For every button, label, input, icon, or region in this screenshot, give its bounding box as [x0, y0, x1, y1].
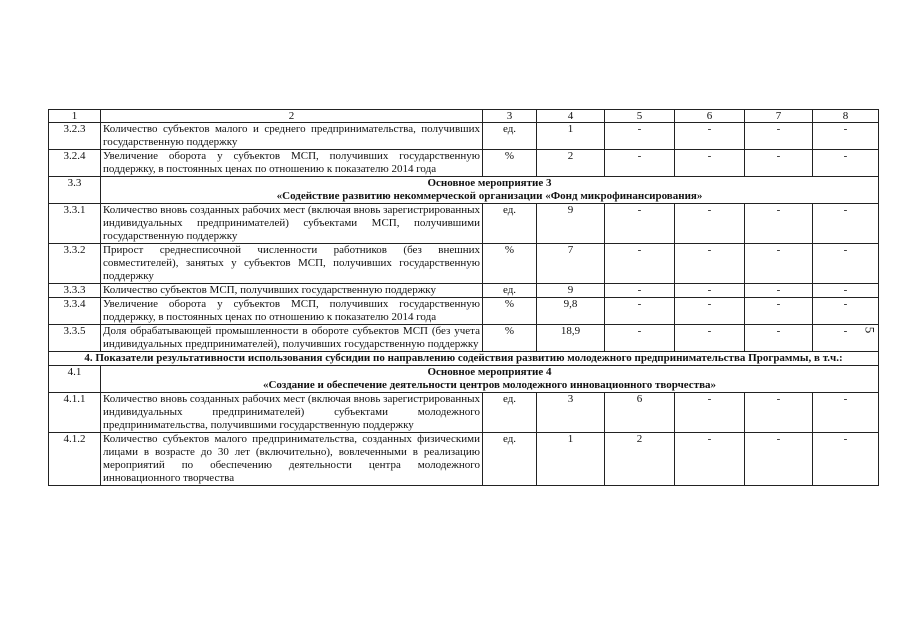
table-row	[49, 123, 879, 150]
value-cell: -	[813, 244, 879, 284]
value-cell: -	[675, 433, 745, 486]
row-number: 4.1.1	[49, 393, 101, 433]
table-row	[49, 433, 879, 486]
row-number: 4.1	[49, 366, 101, 393]
value-cell: 1	[537, 123, 605, 150]
indicator-description: Увеличение оборота у субъектов МСП, получивших государственную поддержку, в постоянных ценах по отношению к показателю 2014 года	[101, 150, 483, 177]
table-row	[49, 325, 879, 352]
indicator-description: Количество субъектов малого предпринимательства, созданных физическими лицами в возрасте до 30 лет (включительно), вовлеченными в реализацию мероприятий по обеспечению деятельности центра молодежного инновационного творчества	[101, 433, 483, 486]
page-number: 5	[862, 326, 878, 334]
section-row	[49, 177, 879, 204]
heading-cell: 4. Показатели результативности использования субсидии по направлению содействия развитию молодежного предпринимательства Программы, в т.ч.:	[49, 352, 879, 366]
indicator-description: Количество вновь созданных рабочих мест (включая вновь зарегистрированных индивидуальных предпринимателей) субъектами МСП, получившими государственную поддержку	[101, 204, 483, 244]
value-cell: 7	[537, 244, 605, 284]
row-number: 3.3.5	[49, 325, 101, 352]
column-number-cell: 4	[537, 110, 605, 123]
value-cell: 2	[537, 150, 605, 177]
value-cell: -	[745, 393, 813, 433]
value-cell: 1	[537, 433, 605, 486]
value-cell: -	[675, 284, 745, 298]
row-number: 3.2.3	[49, 123, 101, 150]
section-row	[49, 366, 879, 393]
value-cell: -	[675, 244, 745, 284]
row-number: 3.3.4	[49, 298, 101, 325]
column-number-cell: 2	[101, 110, 483, 123]
row-number: 3.2.4	[49, 150, 101, 177]
value-cell: -	[745, 298, 813, 325]
table-row	[49, 393, 879, 433]
value-cell: -	[813, 325, 879, 352]
unit-cell: %	[483, 298, 537, 325]
value-cell: -	[745, 204, 813, 244]
indicator-description: Доля обрабатывающей промышленности в обороте субъектов МСП (без учета индивидуальных предпринимателей), получивших государственную поддержку	[101, 325, 483, 352]
value-cell: -	[813, 433, 879, 486]
column-number-cell: 8	[813, 110, 879, 123]
value-cell: -	[745, 325, 813, 352]
value-cell: -	[605, 204, 675, 244]
value-cell: -	[745, 244, 813, 284]
section-title-line: Основное мероприятие 3	[427, 177, 552, 189]
unit-cell: ед.	[483, 433, 537, 486]
table-row	[49, 244, 879, 284]
column-number-cell: 1	[49, 110, 101, 123]
unit-cell: ед.	[483, 204, 537, 244]
indicator-description: Количество субъектов МСП, получивших государственную поддержку	[101, 284, 483, 298]
table-row	[49, 298, 879, 325]
column-number-cell: 3	[483, 110, 537, 123]
unit-cell: %	[483, 150, 537, 177]
indicator-description: Увеличение оборота у субъектов МСП, получивших государственную поддержку, в постоянных ценах по отношению к показателю 2014 года	[101, 298, 483, 325]
table-row	[49, 204, 879, 244]
table-row	[49, 150, 879, 177]
value-cell: -	[675, 204, 745, 244]
row-number: 4.1.2	[49, 433, 101, 486]
value-cell: -	[605, 325, 675, 352]
table-row	[49, 284, 879, 298]
heading-row	[49, 352, 879, 366]
row-number: 3.3.1	[49, 204, 101, 244]
indicator-description: Прирост среднесписочной численности работников (без внешних совместителей), занятых у субъектов МСП, получивших государственную поддержку	[101, 244, 483, 284]
value-cell: -	[745, 150, 813, 177]
value-cell: -	[813, 123, 879, 150]
value-cell: -	[813, 150, 879, 177]
value-cell: 6	[605, 393, 675, 433]
value-cell: 18,9	[537, 325, 605, 352]
row-number: 3.3.3	[49, 284, 101, 298]
value-cell: -	[675, 393, 745, 433]
value-cell: 3	[537, 393, 605, 433]
indicator-description: Количество вновь созданных рабочих мест (включая вновь зарегистрированных индивидуальных предпринимателей) субъектами молодежного предпринимательства, получившими государственную поддержку	[101, 393, 483, 433]
value-cell: -	[813, 204, 879, 244]
indicators-table	[48, 109, 879, 486]
value-cell: -	[813, 298, 879, 325]
value-cell: -	[745, 433, 813, 486]
value-cell: -	[675, 150, 745, 177]
section-title-line: Основное мероприятие 4	[427, 366, 552, 378]
column-number-cell: 6	[675, 110, 745, 123]
unit-cell: %	[483, 244, 537, 284]
value-cell: -	[605, 284, 675, 298]
value-cell: -	[605, 298, 675, 325]
row-number: 3.3	[49, 177, 101, 204]
unit-cell: %	[483, 325, 537, 352]
value-cell: -	[605, 123, 675, 150]
indicator-description: Количество субъектов малого и среднего предпринимательства, получивших государственную поддержку	[101, 123, 483, 150]
row-number: 3.3.2	[49, 244, 101, 284]
value-cell: -	[675, 325, 745, 352]
value-cell: -	[813, 284, 879, 298]
unit-cell: ед.	[483, 393, 537, 433]
section-title	[101, 177, 879, 204]
value-cell: -	[745, 284, 813, 298]
value-cell: 9	[537, 284, 605, 298]
value-cell: 9,8	[537, 298, 605, 325]
column-number-cell: 7	[745, 110, 813, 123]
value-cell: -	[813, 393, 879, 433]
section-title-line: «Содействие развитию некоммерческой организации «Фонд микрофинансирования»	[276, 190, 703, 202]
section-title	[101, 366, 879, 393]
unit-cell: ед.	[483, 123, 537, 150]
value-cell: -	[605, 244, 675, 284]
value-cell: 2	[605, 433, 675, 486]
value-cell: 9	[537, 204, 605, 244]
value-cell: -	[745, 123, 813, 150]
value-cell: -	[675, 123, 745, 150]
column-number-row	[49, 110, 879, 123]
unit-cell: ед.	[483, 284, 537, 298]
value-cell: -	[605, 150, 675, 177]
section-title-line: «Создание и обеспечение деятельности центров молодежного инновационного творчества»	[262, 379, 717, 391]
value-cell: -	[675, 298, 745, 325]
column-number-cell: 5	[605, 110, 675, 123]
